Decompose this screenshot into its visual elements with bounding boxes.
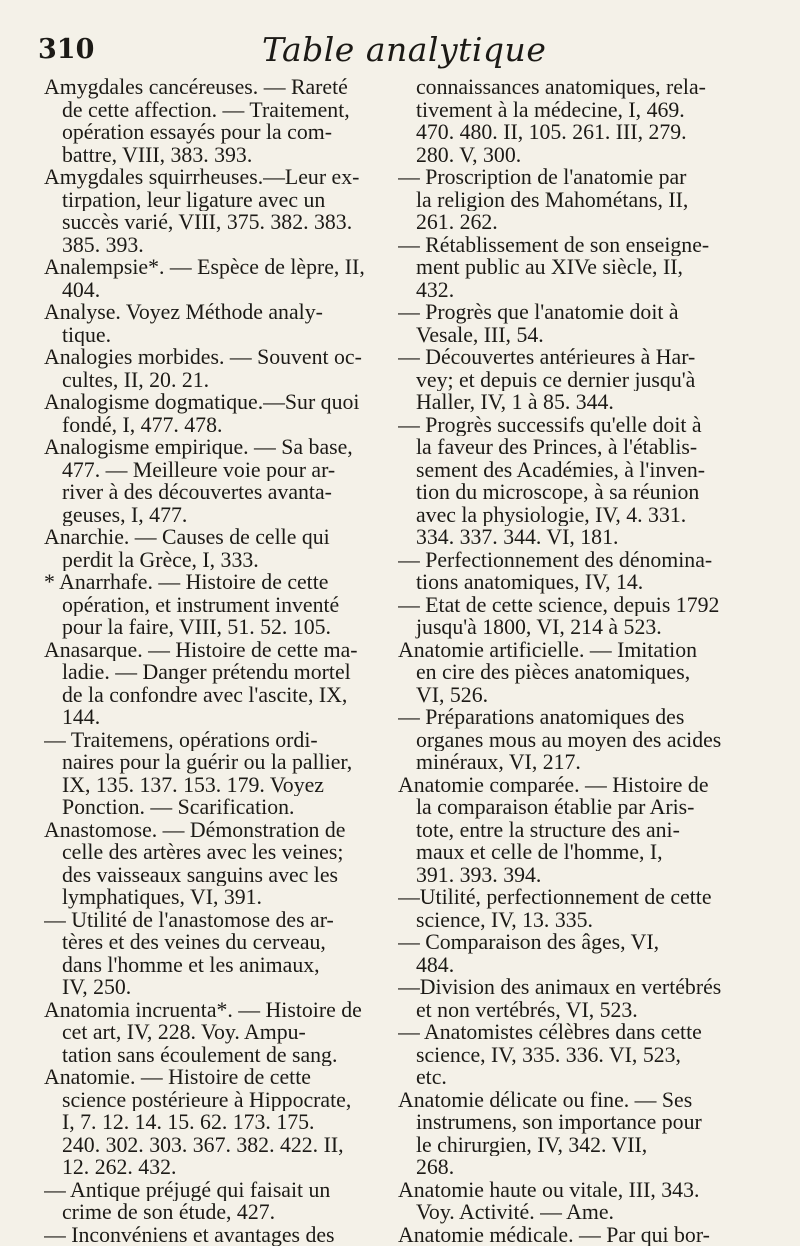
index-line: pour la faire, VIII, 51. 52. 105. [44, 616, 372, 639]
index-line: lymphatiques, VI, 391. [44, 886, 372, 909]
index-line: Anatomie artificielle. — Imitation [398, 639, 722, 662]
index-line: VI, 526. [398, 684, 722, 707]
index-column-right [398, 76, 722, 1246]
index-line: battre, VIII, 383. 393. [44, 144, 372, 167]
index-line: Analempsie*. — Espèce de lèpre, II, [44, 256, 372, 279]
index-line: succès varié, VIII, 375. 382. 383. [44, 211, 372, 234]
index-line: organes mous au moyen des acides [398, 729, 722, 752]
page-number: 310 [38, 34, 94, 65]
index-column-left [44, 76, 372, 1246]
index-line: Haller, IV, 1 à 85. 344. [398, 391, 722, 414]
index-line: et non vertébrés, VI, 523. [398, 999, 722, 1022]
index-line: maux et celle de l'homme, I, [398, 841, 722, 864]
index-line: — Rétablissement de son enseigne- [398, 234, 722, 257]
index-line: 268. [398, 1156, 722, 1179]
index-line: cet art, IV, 228. Voy. Ampu- [44, 1021, 372, 1044]
index-line: 385. 393. [44, 234, 372, 257]
index-line: IV, 250. [44, 976, 372, 999]
index-line: Anatomie délicate ou fine. — Ses [398, 1089, 722, 1112]
index-line: minéraux, VI, 217. [398, 751, 722, 774]
index-line: la faveur des Princes, à l'établis- [398, 436, 722, 459]
index-line: Anatomie haute ou vitale, III, 343. [398, 1179, 722, 1202]
index-line: la religion des Mahométans, II, [398, 189, 722, 212]
index-line: la comparaison établie par Aris- [398, 796, 722, 819]
index-line: 240. 302. 303. 367. 382. 422. II, [44, 1134, 372, 1157]
index-line: — Proscription de l'anatomie par [398, 166, 722, 189]
index-line: — Anatomistes célèbres dans cette [398, 1021, 722, 1044]
index-line: —Utilité, perfectionnement de cette [398, 886, 722, 909]
index-line: 470. 480. II, 105. 261. III, 279. [398, 121, 722, 144]
index-line: Anatomie médicale. — Par qui bor- [398, 1224, 722, 1246]
index-line: tation sans écoulement de sang. [44, 1044, 372, 1067]
index-line: naires pour la guérir ou la pallier, [44, 751, 372, 774]
index-line: Anatomie. — Histoire de cette [44, 1066, 372, 1089]
index-line: en cire des pièces anatomiques, [398, 661, 722, 684]
index-line: ment public au XIVe siècle, II, [398, 256, 722, 279]
index-line: Amygdales cancéreuses. — Rareté [44, 76, 372, 99]
index-line: I, 7. 12. 14. 15. 62. 173. 175. [44, 1111, 372, 1134]
index-line: ladie. — Danger prétendu mortel [44, 661, 372, 684]
index-line: crime de son étude, 427. [44, 1201, 372, 1224]
index-line: connaissances anatomiques, rela- [398, 76, 722, 99]
index-line: le chirurgien, IV, 342. VII, [398, 1134, 722, 1157]
index-line: de cette affection. — Traitement, [44, 99, 372, 122]
index-line: Analogies morbides. — Souvent oc- [44, 346, 372, 369]
index-line: Anatomia incruenta*. — Histoire de [44, 999, 372, 1022]
index-line: science, IV, 335. 336. VI, 523, [398, 1044, 722, 1067]
index-line: — Etat de cette science, depuis 1792 [398, 594, 722, 617]
index-line: 432. [398, 279, 722, 302]
index-line: Voy. Activité. — Ame. [398, 1201, 722, 1224]
index-line: dans l'homme et les animaux, [44, 954, 372, 977]
index-line: science postérieure à Hippocrate, [44, 1089, 372, 1112]
index-line: tivement à la médecine, I, 469. [398, 99, 722, 122]
index-line: — Inconvéniens et avantages des [44, 1224, 372, 1246]
index-line: tions anatomiques, IV, 14. [398, 571, 722, 594]
index-line: vey; et depuis ce dernier jusqu'à [398, 369, 722, 392]
index-line: — Traitemens, opérations ordi- [44, 729, 372, 752]
index-line: — Comparaison des âges, VI, [398, 931, 722, 954]
index-line: cultes, II, 20. 21. [44, 369, 372, 392]
index-line: —Division des animaux en vertébrés [398, 976, 722, 999]
index-line: 484. [398, 954, 722, 977]
index-line: Anarchie. — Causes de celle qui [44, 526, 372, 549]
index-line: — Antique préjugé qui faisait un [44, 1179, 372, 1202]
index-line: de la confondre avec l'ascite, IX, [44, 684, 372, 707]
index-line: 280. V, 300. [398, 144, 722, 167]
index-line: Anatomie comparée. — Histoire de [398, 774, 722, 797]
index-line: 477. — Meilleure voie pour ar- [44, 459, 372, 482]
index-line: — Progrès successifs qu'elle doit à [398, 414, 722, 437]
index-line: fondé, I, 477. 478. [44, 414, 372, 437]
index-line: IX, 135. 137. 153. 179. Voyez [44, 774, 372, 797]
index-line: — Préparations anatomiques des [398, 706, 722, 729]
index-line: tote, entre la structure des ani- [398, 819, 722, 842]
index-line: tères et des veines du cerveau, [44, 931, 372, 954]
index-line: * Anarrhafe. — Histoire de cette [44, 571, 372, 594]
index-line: geuses, I, 477. [44, 504, 372, 527]
index-line: Analyse. Voyez Méthode analy- [44, 301, 372, 324]
index-line: des vaisseaux sanguins avec les [44, 864, 372, 887]
index-line: science, IV, 13. 335. [398, 909, 722, 932]
index-line: 334. 337. 344. VI, 181. [398, 526, 722, 549]
index-line: tirpation, leur ligature avec un [44, 189, 372, 212]
index-line: sement des Académies, à l'inven- [398, 459, 722, 482]
page-header [0, 30, 800, 74]
index-line: Analogisme empirique. — Sa base, [44, 436, 372, 459]
index-line: 144. [44, 706, 372, 729]
index-line: instrumens, son importance pour [398, 1111, 722, 1134]
index-line: tique. [44, 324, 372, 347]
index-line: tion du microscope, à sa réunion [398, 481, 722, 504]
index-line: — Découvertes antérieures à Har- [398, 346, 722, 369]
index-line: Anasarque. — Histoire de cette ma- [44, 639, 372, 662]
index-line: — Perfectionnement des dénomina- [398, 549, 722, 572]
index-line: Amygdales squirrheuses.—Leur ex- [44, 166, 372, 189]
index-line: Anastomose. — Démonstration de [44, 819, 372, 842]
index-line: 261. 262. [398, 211, 722, 234]
index-line: perdit la Grèce, I, 333. [44, 549, 372, 572]
index-line: Ponction. — Scarification. [44, 796, 372, 819]
index-line: 12. 262. 432. [44, 1156, 372, 1179]
index-line: river à des découvertes avanta- [44, 481, 372, 504]
index-line: celle des artères avec les veines; [44, 841, 372, 864]
index-line: Analogisme dogmatique.—Sur quoi [44, 391, 372, 414]
running-title: Table analytique [262, 30, 546, 69]
index-line: opération essayés pour la com- [44, 121, 372, 144]
index-line: 404. [44, 279, 372, 302]
index-line: — Utilité de l'anastomose des ar- [44, 909, 372, 932]
index-line: — Progrès que l'anatomie doit à [398, 301, 722, 324]
index-line: Vesale, III, 54. [398, 324, 722, 347]
index-line: opération, et instrument inventé [44, 594, 372, 617]
index-line: etc. [398, 1066, 722, 1089]
index-line: 391. 393. 394. [398, 864, 722, 887]
index-line: jusqu'à 1800, VI, 214 à 523. [398, 616, 722, 639]
index-line: avec la physiologie, IV, 4. 331. [398, 504, 722, 527]
